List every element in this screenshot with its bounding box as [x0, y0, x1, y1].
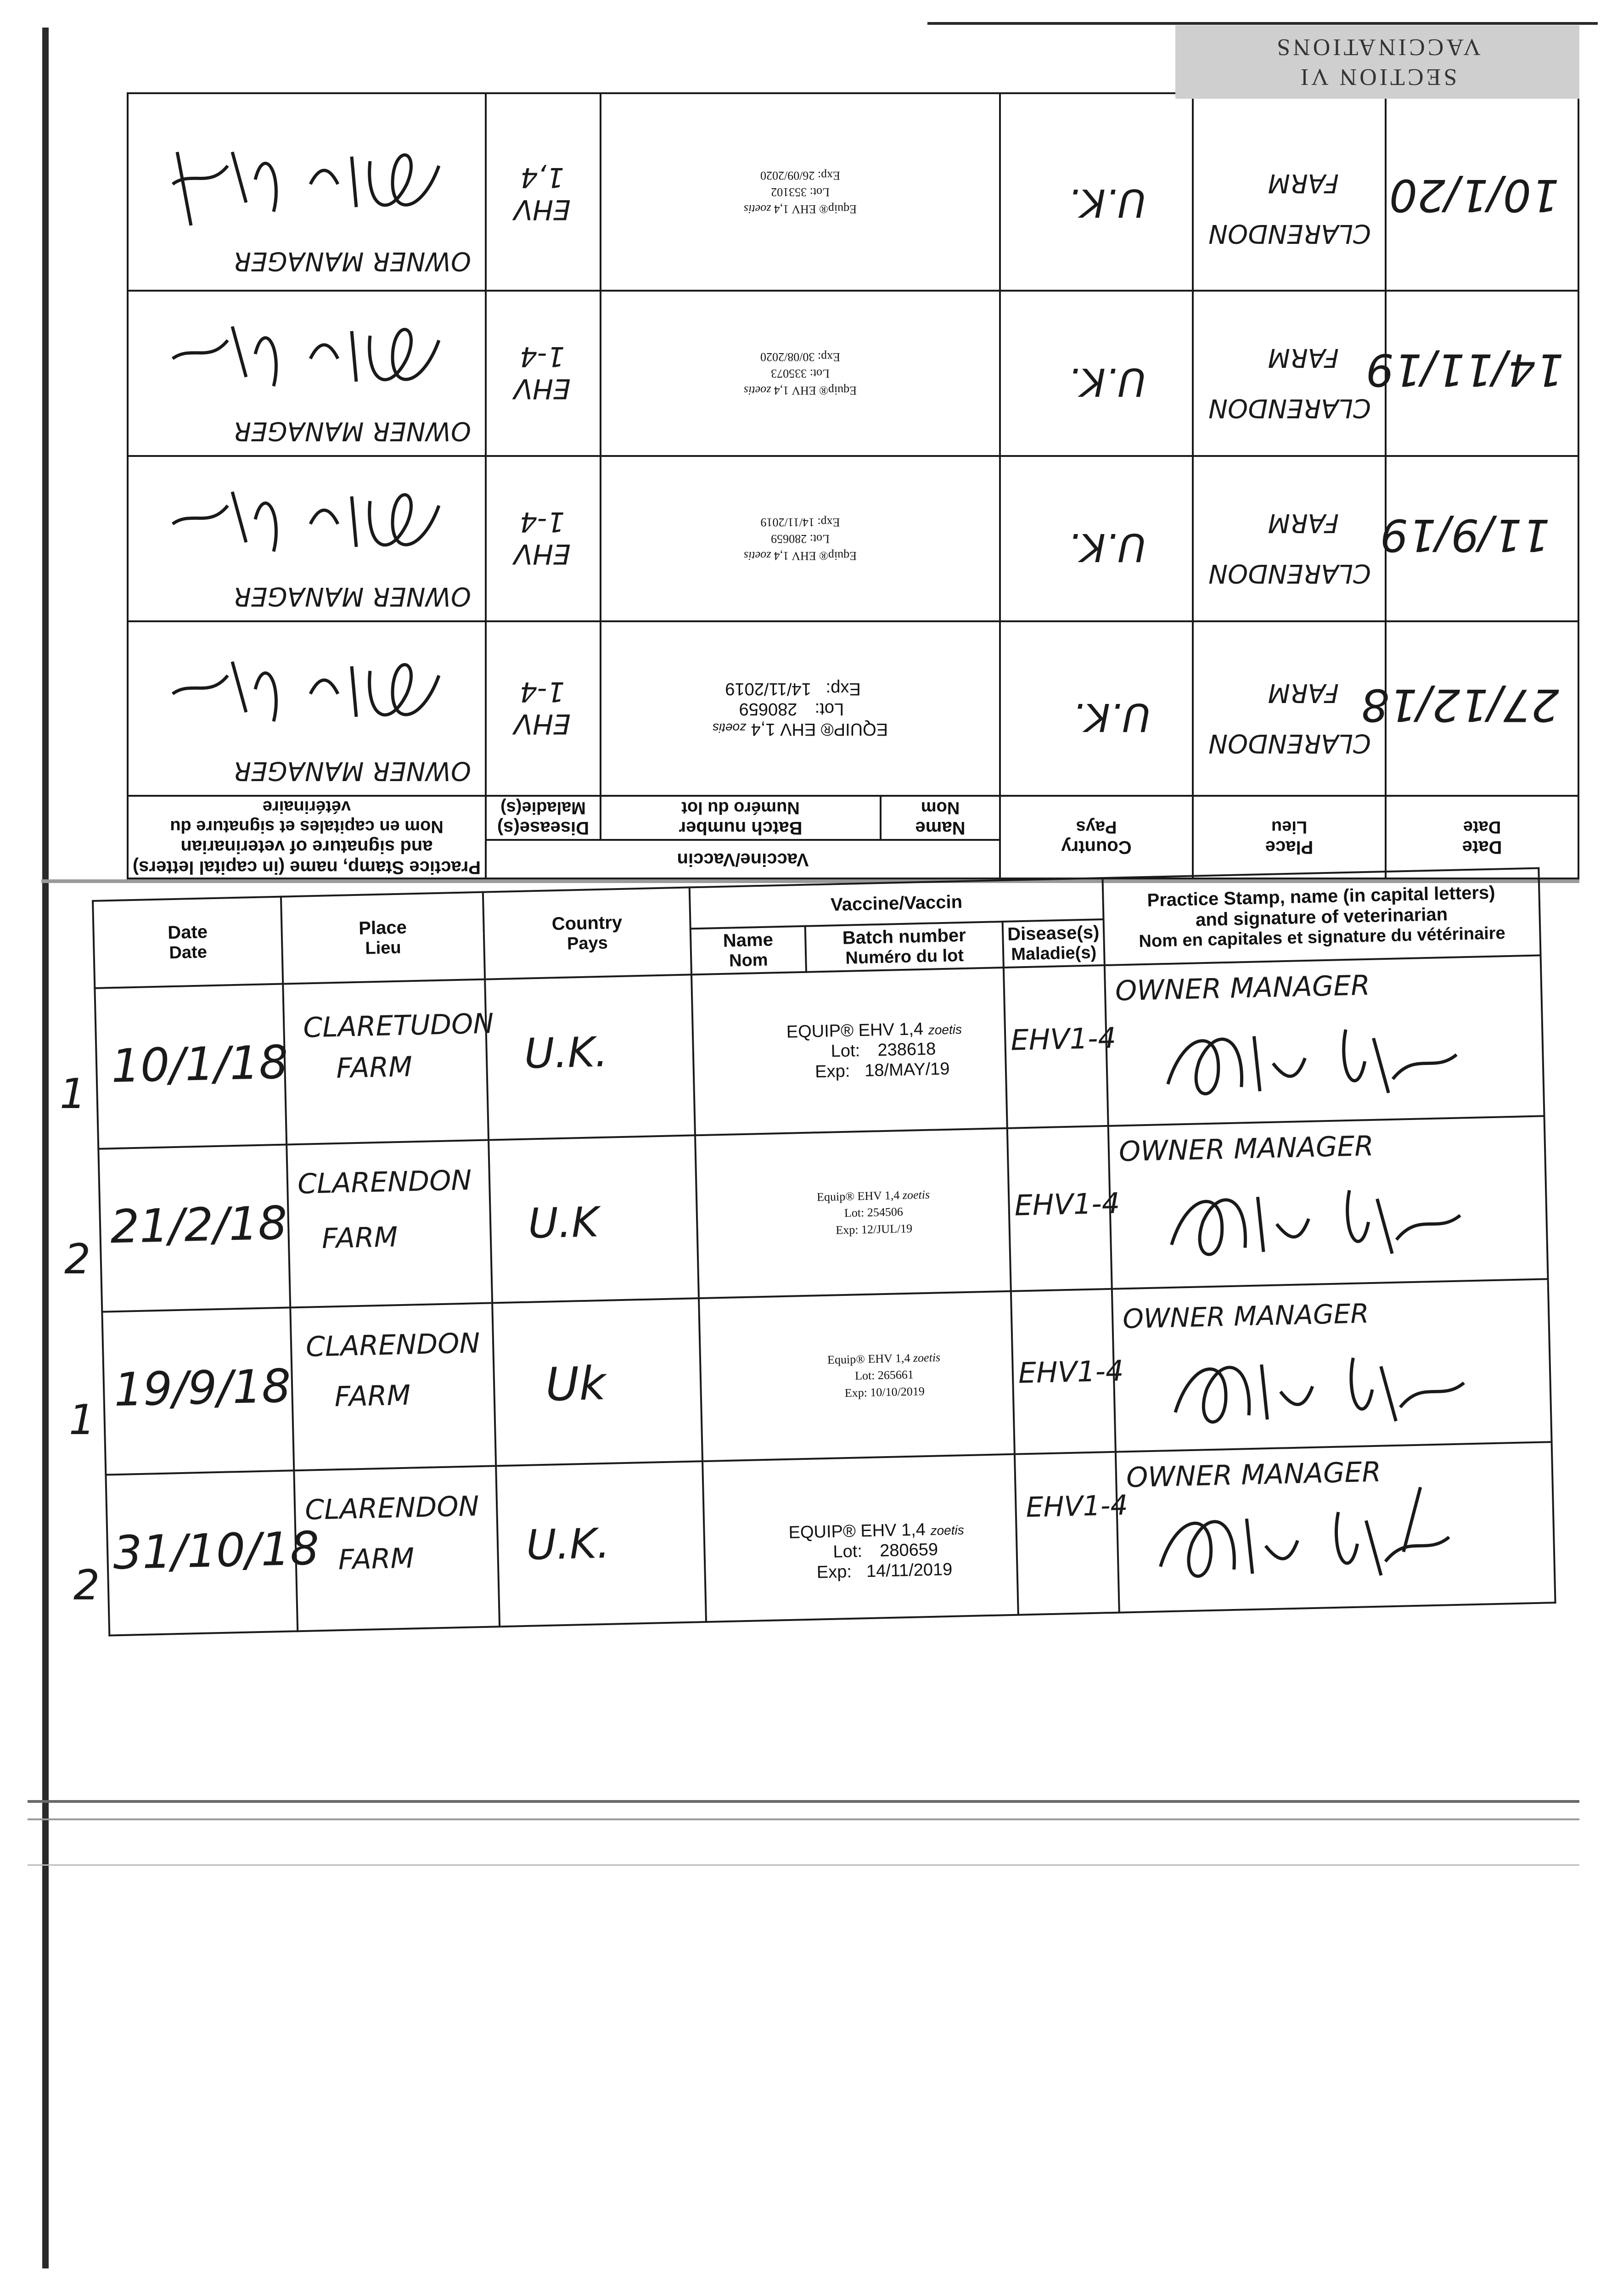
stamp-brand: zoetis: [743, 549, 771, 563]
page-bottom-edge-2: [28, 1818, 1579, 1820]
stamp-product: EQUIP® EHV 1,4: [788, 1520, 926, 1543]
header-vaccine-label: Vaccine/Vaccin: [830, 891, 963, 915]
date-handwritten: 10/1/18: [110, 1035, 289, 1093]
stamp-exp-label: Exp:: [844, 1385, 868, 1400]
date-cell: [98, 1145, 290, 1312]
upper-page: [129, 25, 1579, 879]
batch-stamp: [699, 1291, 1015, 1461]
stamp-exp-label: Exp:: [826, 679, 861, 699]
batch-stamp: [691, 968, 1007, 1135]
disease-handwritten: EHV1-4: [1014, 1186, 1120, 1222]
stamp-lot-label: Lot:: [809, 186, 830, 199]
batch-stamp: [695, 1128, 1011, 1298]
header-date-en: Date: [1462, 837, 1502, 857]
header-vaccine-label: Vaccine/Vaccin: [677, 849, 809, 870]
place-handwritten-1: CLARENDON: [1208, 728, 1371, 758]
stamp-lot: 280659: [879, 1540, 938, 1561]
date-cell: [106, 1470, 320, 1635]
disease-handwritten: EHV 1,4: [513, 161, 571, 225]
place-handwritten-1: CLARENDON: [1208, 558, 1371, 588]
stamp-exp: 30/08/2020: [760, 350, 815, 364]
batch-stamp: [601, 93, 1000, 291]
place-handwritten-2: FARM: [1268, 508, 1339, 538]
margin-number: 1: [60, 1070, 86, 1118]
stamp-exp: 14/11/2019: [725, 679, 811, 699]
stamp-brand: zoetis: [743, 383, 771, 397]
practice-cell: [128, 93, 486, 291]
date-cell: [102, 1307, 294, 1474]
header-country-fr: Pays: [1076, 817, 1117, 837]
stamp-brand: zoetis: [902, 1187, 930, 1202]
country-cell: [485, 974, 695, 1140]
country-handwritten: Uk: [545, 1356, 607, 1412]
place-handwritten-2: FARM: [336, 1051, 413, 1085]
stamp-lot: 254506: [867, 1205, 904, 1220]
header-vaccine-group: [486, 840, 1000, 878]
header-date: [1386, 796, 1578, 878]
header-practice-en-2: and signature of veterinarian: [1195, 904, 1448, 930]
stamp-exp: 14/11/2019: [866, 1559, 953, 1581]
stamp-brand: zoetis: [930, 1523, 964, 1538]
header-batch: [805, 922, 1004, 972]
country-cell: [1000, 621, 1193, 796]
country-cell: [489, 1135, 699, 1303]
header-place: [1193, 796, 1386, 878]
date-handwritten: 11/9/19: [1380, 509, 1550, 561]
scan-edge-top: [927, 22, 1598, 25]
disease-cell: [1004, 965, 1117, 1128]
date-cell: [95, 984, 289, 1149]
stamp-lot-label: Lot:: [831, 1041, 860, 1061]
signature-drawing: [1145, 1482, 1460, 1599]
place-cell: [1193, 291, 1386, 456]
disease-cell: [1015, 1452, 1129, 1615]
country-cell: [1000, 93, 1193, 291]
lower-page: [60, 882, 1566, 1800]
upper-vaccination-table: [127, 92, 1579, 879]
stamp-exp-label: Exp:: [835, 1223, 859, 1237]
disease-handwritten: EHV 1-4: [513, 340, 571, 405]
table-row: [128, 291, 1578, 456]
header-batch-en: Batch number: [842, 925, 966, 948]
stamp-product: EQUIP® EHV 1,4: [751, 719, 888, 739]
place-cell: [1193, 456, 1386, 621]
stamp-exp-label: Exp:: [817, 350, 841, 364]
date-handwritten: 14/11/19: [1365, 344, 1564, 395]
date-handwritten: 31/10/18: [112, 1521, 320, 1580]
practice-cell: [1112, 1279, 1552, 1452]
stamp-lot-label: Lot:: [854, 1368, 875, 1383]
page-bottom-edge-3: [28, 1864, 1579, 1866]
header-practice: [1102, 868, 1540, 965]
disease-cell: [486, 456, 601, 621]
place-handwritten-1: CLARENDON: [297, 1164, 472, 1200]
stamp-exp-label: Exp:: [814, 1061, 850, 1082]
header-batch-fr: Numéro du lot: [845, 945, 964, 968]
stamp-exp: 18/MAY/19: [864, 1059, 950, 1080]
header-disease-fr: Maladie(s): [1011, 943, 1097, 964]
stamp-exp-label: Exp:: [816, 1562, 852, 1582]
stamp-product: Equip® EHV 1,4: [816, 1188, 900, 1204]
country-handwritten: U.K.: [1068, 180, 1146, 225]
header-country-en: Country: [1061, 837, 1132, 857]
stamp-exp: 26/09/2020: [760, 169, 815, 182]
stamp-product: Equip® EHV 1,4: [774, 202, 857, 216]
header-practice-en-1: Practice Stamp, name (in capital letters): [1147, 882, 1495, 911]
place-handwritten-1: CLARENDON: [1208, 219, 1371, 248]
header-name: [691, 926, 806, 975]
disease-handwritten: EHV1-4: [1010, 1021, 1117, 1057]
stamp-lot: 238618: [877, 1039, 936, 1060]
signature-drawing: [1152, 999, 1467, 1116]
disease-handwritten: EHV1-4: [1018, 1354, 1124, 1390]
header-country: [483, 887, 691, 979]
stamp-brand: zoetis: [712, 720, 747, 735]
country-cell: [496, 1461, 706, 1626]
disease-cell: [486, 93, 601, 291]
signature-drawing: [154, 473, 448, 574]
stamp-product: EQUIP® EHV 1,4: [786, 1019, 924, 1042]
place-handwritten-2: FARM: [337, 1542, 415, 1576]
disease-cell: [1011, 1289, 1124, 1454]
header-place-en: Place: [1265, 837, 1314, 857]
table-row: [106, 1442, 1555, 1635]
batch-stamp: [601, 456, 1000, 621]
signature-drawing: [154, 643, 448, 744]
stamp-lot: 280659: [771, 532, 807, 546]
place-handwritten-2: FARM: [1268, 343, 1339, 372]
place-handwritten-1: CLARETUDON: [303, 1007, 494, 1044]
stamp-lot-label: Lot:: [809, 532, 830, 546]
place-handwritten-1: CLARENDON: [1208, 393, 1371, 423]
header-batch: [601, 796, 881, 840]
header-date-en: Date: [167, 922, 208, 943]
lower-vaccination-table: [92, 867, 1556, 1636]
date-cell: [1361, 621, 1578, 796]
header-practice-fr: Nom en capitales et signature du vétérinaire: [1139, 923, 1506, 951]
stamp-lot-label: Lot:: [844, 1206, 865, 1220]
header-place-fr: Lieu: [1271, 817, 1308, 837]
disease-cell: [486, 621, 601, 796]
date-handwritten: 19/9/18: [113, 1359, 292, 1417]
stamp-lot: 353102: [771, 186, 807, 199]
practice-cell: [128, 621, 486, 796]
header-practice-en-1: Practice Stamp, name (in capital letters): [132, 857, 481, 878]
country-handwritten: U.K: [528, 1198, 599, 1248]
header-disease-en: Disease(s): [497, 818, 590, 838]
date-cell: [1380, 456, 1578, 621]
practice-cell: [1105, 955, 1544, 1125]
table-row: [95, 955, 1544, 1148]
header-date-fr: Date: [168, 942, 208, 963]
section-tab: [1175, 25, 1579, 99]
disease-cell: [486, 291, 601, 456]
place-handwritten-2: FARM: [1268, 168, 1339, 198]
header-name: [881, 796, 1000, 840]
header-disease: [1003, 919, 1105, 968]
stamp-lot: 265661: [877, 1367, 914, 1382]
table-row: [128, 621, 1578, 796]
header-country-fr: Pays: [567, 933, 608, 954]
header-name-fr: Nom: [921, 798, 960, 818]
stamp-exp-label: Exp:: [817, 515, 840, 529]
batch-stamp: [601, 291, 1000, 456]
table-row: [98, 1116, 1548, 1311]
country-cell: [492, 1298, 702, 1466]
signature-drawing: [1160, 1328, 1474, 1445]
table-row: [102, 1279, 1551, 1474]
section-number: SECTION VI: [1297, 64, 1457, 90]
stamp-lot-label: Lot:: [814, 699, 844, 719]
place-handwritten-2: FARM: [334, 1379, 411, 1413]
practice-cell: [128, 291, 486, 456]
header-place-en: Place: [358, 917, 407, 939]
signature-drawing: [154, 134, 448, 235]
date-handwritten: 10/1/20: [1389, 169, 1559, 221]
country-handwritten: U.K.: [523, 1028, 609, 1078]
country-handwritten: U.K.: [1068, 525, 1146, 570]
header-place-fr: Lieu: [365, 938, 402, 958]
vet-handwritten: OWNER MANAGER: [233, 246, 471, 276]
header-place: [281, 892, 485, 984]
stamp-exp-label: Exp:: [817, 169, 841, 182]
header-disease: [486, 796, 601, 840]
date-handwritten: 27/12/18: [1361, 679, 1559, 731]
place-cell: [290, 1303, 496, 1470]
batch-stamp: [702, 1454, 1018, 1622]
country-handwritten: U.K.: [1073, 695, 1151, 740]
stamp-lot: 280659: [739, 699, 797, 719]
header-disease-fr: Maladie(s): [500, 798, 586, 818]
header-country: [1000, 796, 1193, 878]
place-cell: [1193, 93, 1386, 291]
page-bottom-edge: [28, 1800, 1579, 1803]
place-cell: [286, 1140, 492, 1308]
table-row: [128, 456, 1578, 621]
stamp-lot: 335073: [771, 367, 807, 381]
stamp-product: Equip® EHV 1,4: [774, 549, 857, 563]
country-handwritten: U.K.: [1068, 360, 1146, 405]
stamp-exp: 10/10/2019: [870, 1384, 925, 1399]
vet-handwritten: OWNER MANAGER: [1118, 1130, 1374, 1168]
stamp-product: Equip® EHV 1,4: [774, 383, 857, 397]
stamp-exp: 14/11/2019: [760, 515, 814, 529]
header-practice-en-2: and signature of veterinarian: [180, 837, 433, 857]
header-batch-en: Batch number: [679, 818, 803, 838]
date-handwritten: 21/2/18: [109, 1196, 288, 1254]
stamp-brand: zoetis: [928, 1022, 962, 1038]
scan-edge-left: [42, 28, 49, 2268]
country-cell: [1000, 291, 1193, 456]
margin-number: 2: [73, 1561, 100, 1609]
disease-handwritten: EHV1-4: [1025, 1489, 1129, 1524]
header-name-fr: Nom: [729, 950, 769, 971]
date-cell: [1386, 93, 1578, 291]
place-handwritten-1: CLARENDON: [304, 1490, 480, 1526]
stamp-product: Equip® EHV 1,4: [827, 1351, 910, 1367]
signature-drawing: [1156, 1160, 1471, 1277]
vet-handwritten: OWNER MANAGER: [1115, 969, 1370, 1007]
country-handwritten: U.K.: [525, 1519, 611, 1570]
upper-page-rotated: [129, 25, 1579, 879]
place-cell: [283, 979, 494, 1145]
table-row: [128, 93, 1578, 291]
margin-number: 1: [69, 1396, 95, 1444]
header-practice: [128, 796, 486, 878]
stamp-brand: zoetis: [913, 1351, 941, 1365]
stamp-lot-label: Lot:: [833, 1542, 863, 1562]
vet-handwritten: OWNER MANAGER: [233, 581, 471, 611]
stamp-exp: 12/JUL/19: [861, 1221, 913, 1236]
disease-handwritten: EHV 1-4: [513, 675, 571, 740]
practice-cell: [128, 456, 486, 621]
place-handwritten-2: FARM: [1268, 678, 1339, 708]
place-handwritten-1: CLARENDON: [305, 1327, 481, 1363]
place-handwritten-2: FARM: [321, 1221, 399, 1255]
header-practice-fr: Nom en capitales et signature du vétérinaire: [170, 797, 444, 836]
place-cell: [1193, 621, 1386, 796]
stamp-lot-label: Lot:: [809, 367, 830, 381]
header-batch-fr: Numéro du lot: [681, 798, 800, 818]
header-country-en: Country: [551, 912, 623, 934]
place-cell: [294, 1466, 500, 1631]
margin-number: 2: [64, 1235, 91, 1283]
practice-cell: [1116, 1442, 1556, 1612]
country-cell: [1000, 456, 1193, 621]
header-disease-en: Disease(s): [1007, 922, 1100, 945]
vet-handwritten: OWNER MANAGER: [1126, 1456, 1382, 1494]
header-date: [93, 897, 283, 988]
section-title: VACCINATIONS: [1274, 34, 1481, 60]
vet-handwritten: OWNER MANAGER: [233, 756, 471, 786]
date-cell: [1365, 291, 1578, 456]
batch-stamp: [601, 621, 1000, 796]
disease-handwritten: EHV 1-4: [513, 506, 571, 570]
vet-handwritten: OWNER MANAGER: [233, 416, 471, 446]
signature-drawing: [154, 308, 448, 409]
practice-cell: [1108, 1116, 1548, 1289]
header-name-en: Name: [723, 929, 774, 951]
header-date-fr: Date: [1463, 817, 1501, 837]
disease-cell: [1007, 1126, 1120, 1291]
vet-handwritten: OWNER MANAGER: [1122, 1298, 1370, 1335]
header-name-en: Name: [915, 818, 966, 838]
stamp-brand: zoetis: [743, 202, 771, 216]
